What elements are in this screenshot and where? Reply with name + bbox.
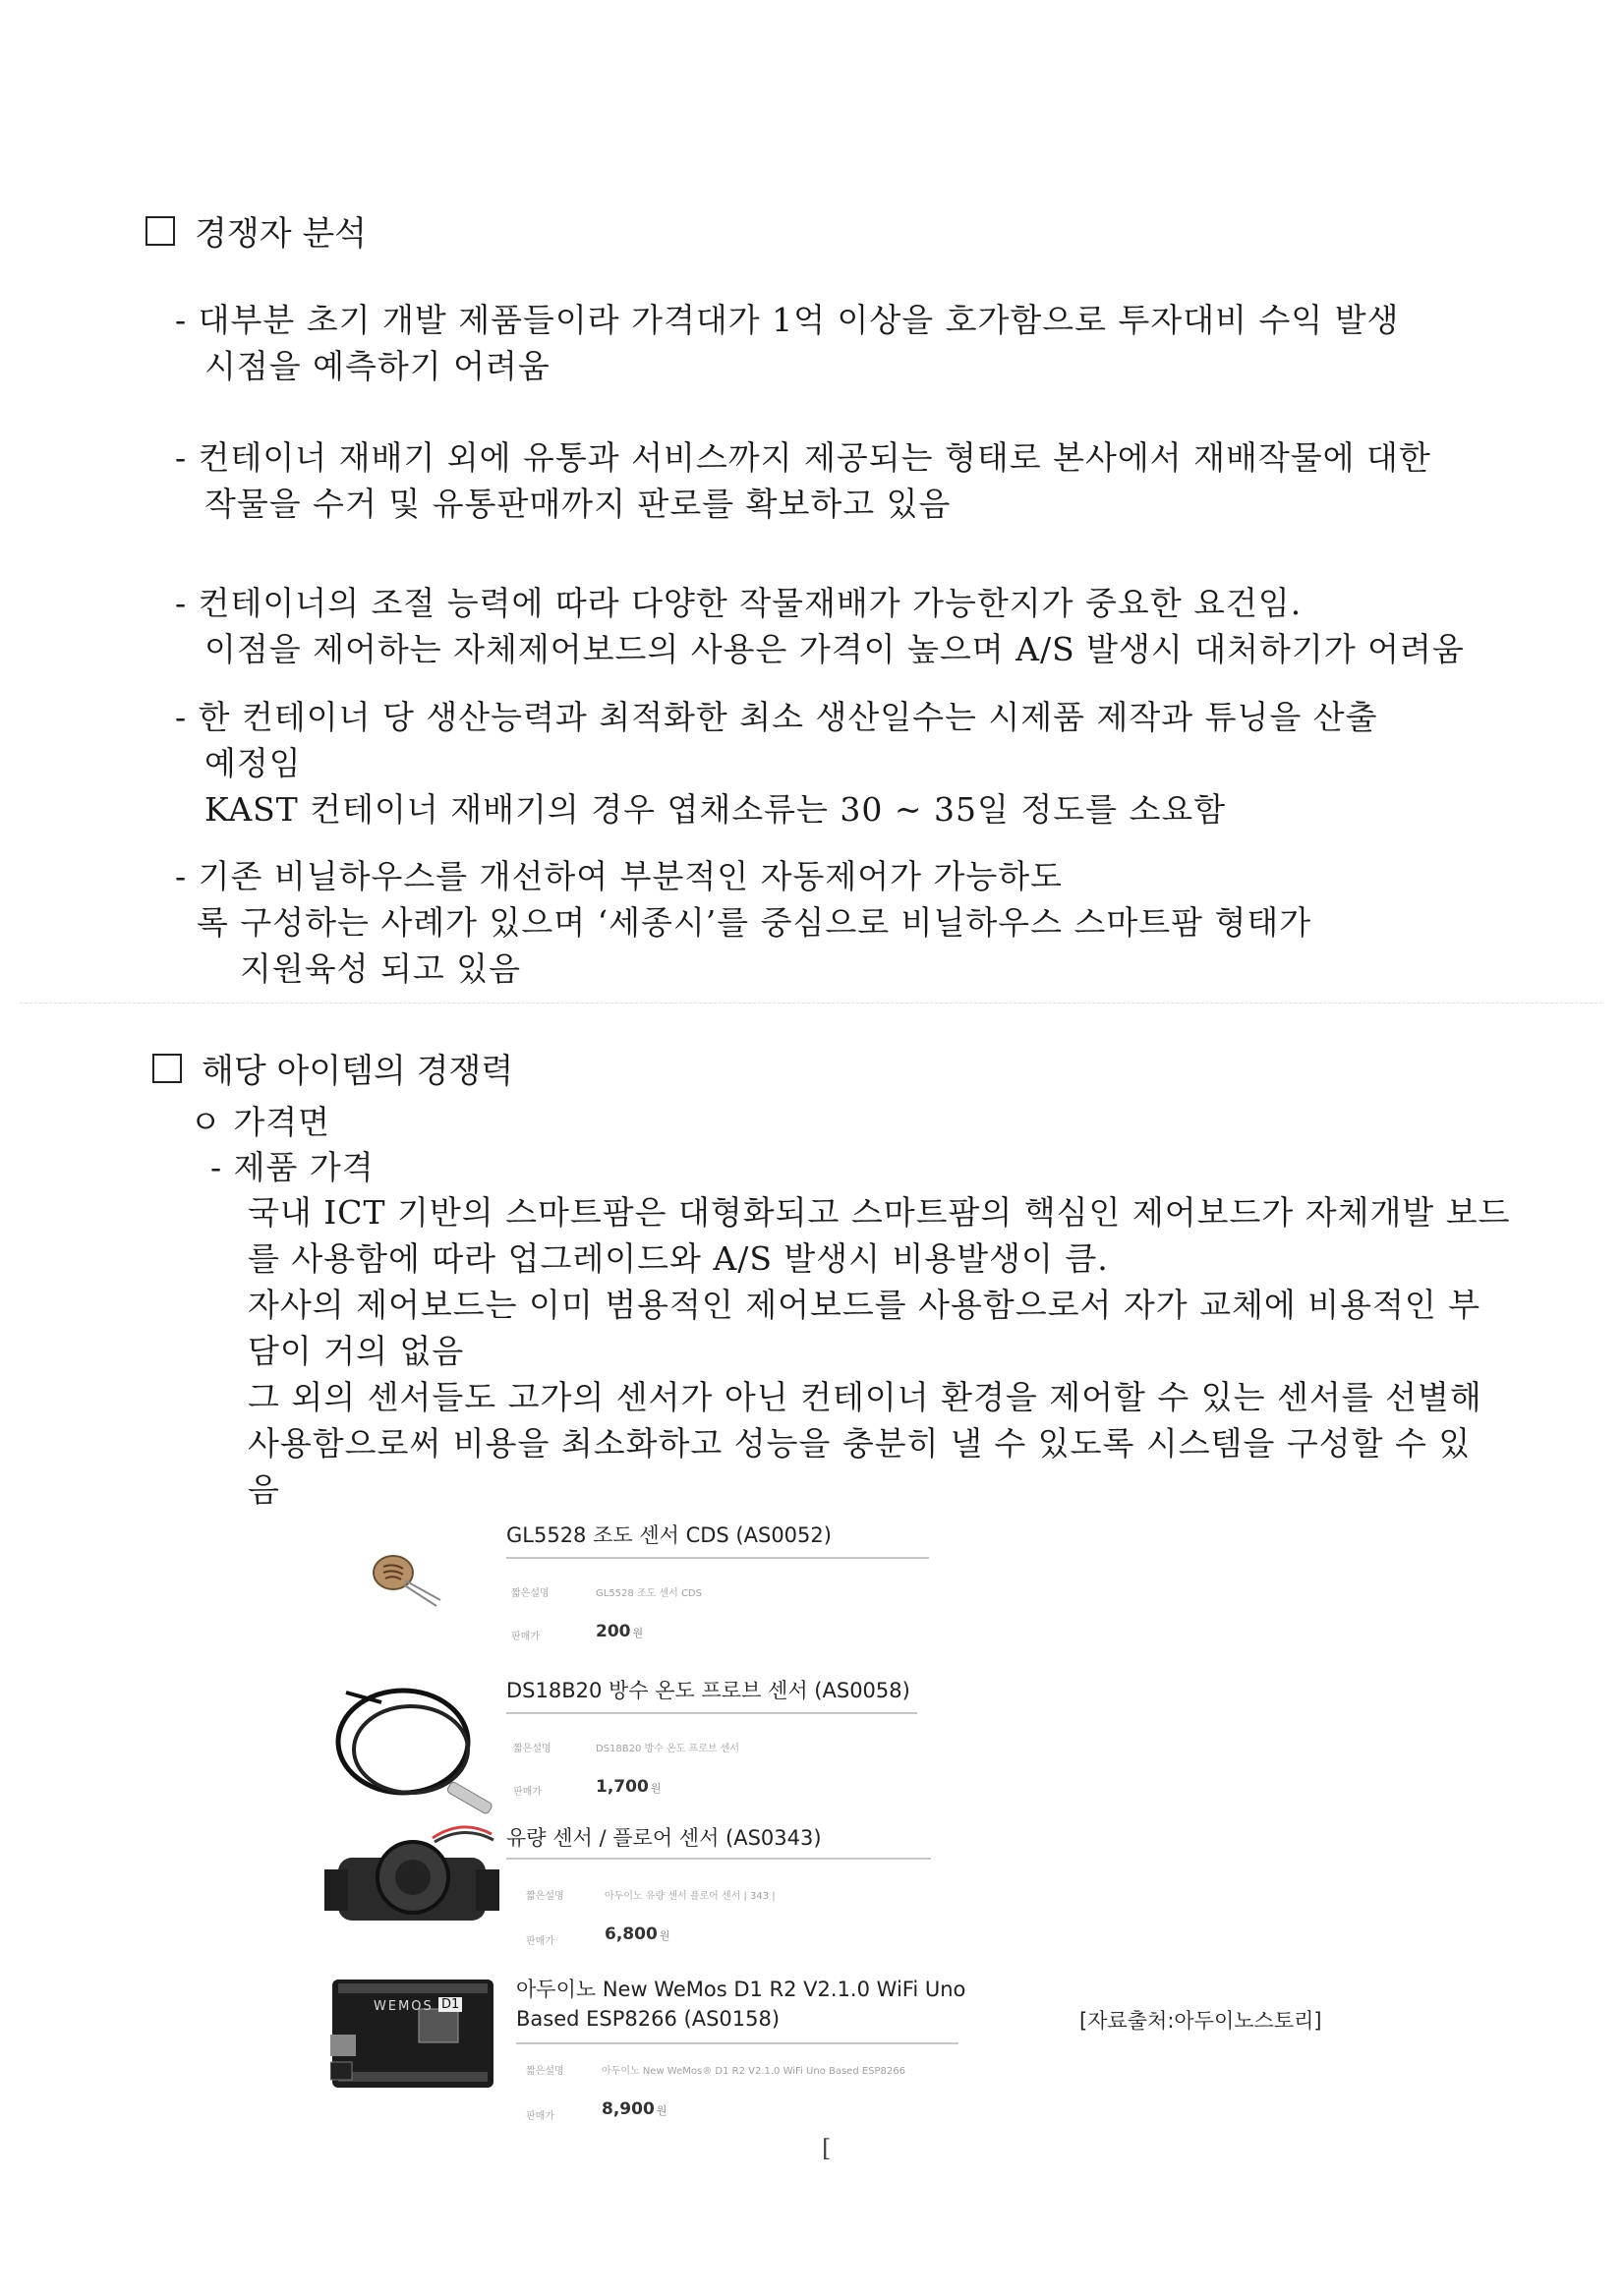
- checkbox-square-icon: [145, 216, 175, 246]
- competitor-item-2: - 컨테이너 재배기 외에 유통과 서비스까지 제공되는 형태로 본사에서 재배작물에 대한 작물을 수거 및 유통판매까지 판로를 확보하고 있음: [175, 438, 1431, 523]
- price-value: 8,900 원: [602, 2099, 667, 2119]
- price-label: 판매가: [526, 1936, 554, 1947]
- wemos-board-image: [330, 1976, 497, 2094]
- board-d1-label: D1: [438, 1997, 462, 2012]
- product-rule: [506, 1712, 917, 1714]
- price-label: 판매가: [513, 1787, 542, 1798]
- price-value: 1,700 원: [596, 1777, 662, 1797]
- product-rule: [516, 2042, 958, 2044]
- price-label: 판매가: [526, 2111, 554, 2122]
- competitor-item-4: - 한 컨테이너 당 생산능력과 최적화한 최소 생산일수는 시제품 제작과 튜닝을 산출 예정임 KAST 컨테이너 재배기의 경우 엽채소류는 30 ~ 35일 정도를 소요함: [175, 698, 1378, 829]
- subheading-product-price: - 제품 가격: [210, 1148, 375, 1186]
- desc-value: 아두이노 유량 센서 플로어 센서 | 343 |: [605, 1891, 776, 1902]
- desc-value: GL5528 조도 센서 CDS: [596, 1588, 702, 1599]
- product-name-wemos-line2: Based ESP8266 (AS0158): [516, 2007, 781, 2031]
- product-rule: [506, 1557, 929, 1559]
- competitor-item-1: - 대부분 초기 개발 제품들이라 가격대가 1억 이상을 호가함으로 투자대비 수익 발생 시점을 예측하기 어려움: [175, 301, 1400, 385]
- desc-value: DS18B20 방수 온도 프로브 센서: [596, 1744, 740, 1754]
- product-name-flow-sensor: 유량 센서 / 플로어 센서 (AS0343): [506, 1826, 822, 1850]
- product-name-wemos: 아두이노 New WeMos D1 R2 V2.1.0 WiFi Uno: [516, 1978, 966, 2001]
- desc-label: 짧은설명: [513, 1744, 551, 1754]
- desc-label: 짧은설명: [526, 1891, 564, 1902]
- source-citation: [자료출처:아두이노스토리]: [1079, 2009, 1322, 2033]
- product-name-cds: GL5528 조도 센서 CDS (AS0052): [506, 1523, 832, 1547]
- product-rule: [506, 1858, 931, 1860]
- section-competitor-analysis-title: 경쟁자 분석: [145, 206, 367, 255]
- competitor-item-5: - 기존 비닐하우스를 개선하여 부분적인 자동제어가 가능하도 록 구성하는 사례가 있으며 ‘세종시’를 중심으로 비닐하우스 스마트팜 형태가 지원육성 되고 있음: [175, 857, 1312, 988]
- desc-value: 아두이노 New WeMos® D1 R2 V2.1.0 WiFi Uno Based ESP8266: [602, 2066, 905, 2077]
- subheading-price: ㅇ 가격면: [190, 1103, 331, 1141]
- board-brand-label: WEMOS: [374, 1999, 434, 2014]
- price-value: 200 원: [596, 1622, 644, 1641]
- price-paragraph: 국내 ICT 기반의 스마트팜은 대형화되고 스마트팜의 핵심인 제어보드가 자체개발 보드 를 사용함에 따라 업그레이드와 A/S 발생시 비용발생이 큼. 자사의 제어보드는 이미 범용적인 제어보드를 사용함으로서 자가 교체에 비용적인 부 담이 거의 없음 그 외의 센서들도 고가의 센서가 아닌 컨테이너 환경을 제어할 수 있는 센서를 선별해 사용함으로써 비용을 최소화하고 성능을 충분히 낼 수 있도록 시스템을 구성할 수 있 음: [248, 1193, 1511, 1509]
- desc-label: 짧은설명: [526, 2066, 564, 2077]
- price-value: 6,800 원: [605, 1924, 670, 1944]
- cds-sensor-image: [364, 1543, 452, 1612]
- temperature-probe-image: [326, 1671, 513, 1818]
- section-competitiveness-title: 해당 아이템의 경쟁력: [152, 1044, 513, 1092]
- checkbox-square-icon: [152, 1054, 182, 1083]
- competitor-item-3: - 컨테이너의 조절 능력에 따라 다양한 작물재배가 가능한지가 중요한 요건임. 이점을 제어하는 자체제어보드의 사용은 가격이 높으며 A/S 발생시 대처하기가 어려움: [175, 584, 1465, 668]
- section-divider: [20, 1003, 1602, 1004]
- page-marker: [: [822, 2135, 832, 2162]
- flow-sensor-image: [324, 1818, 501, 1956]
- price-label: 판매가: [511, 1632, 540, 1642]
- product-name-ds18b20: DS18B20 방수 온도 프로브 센서 (AS0058): [506, 1679, 910, 1702]
- desc-label: 짧은설명: [511, 1588, 550, 1599]
